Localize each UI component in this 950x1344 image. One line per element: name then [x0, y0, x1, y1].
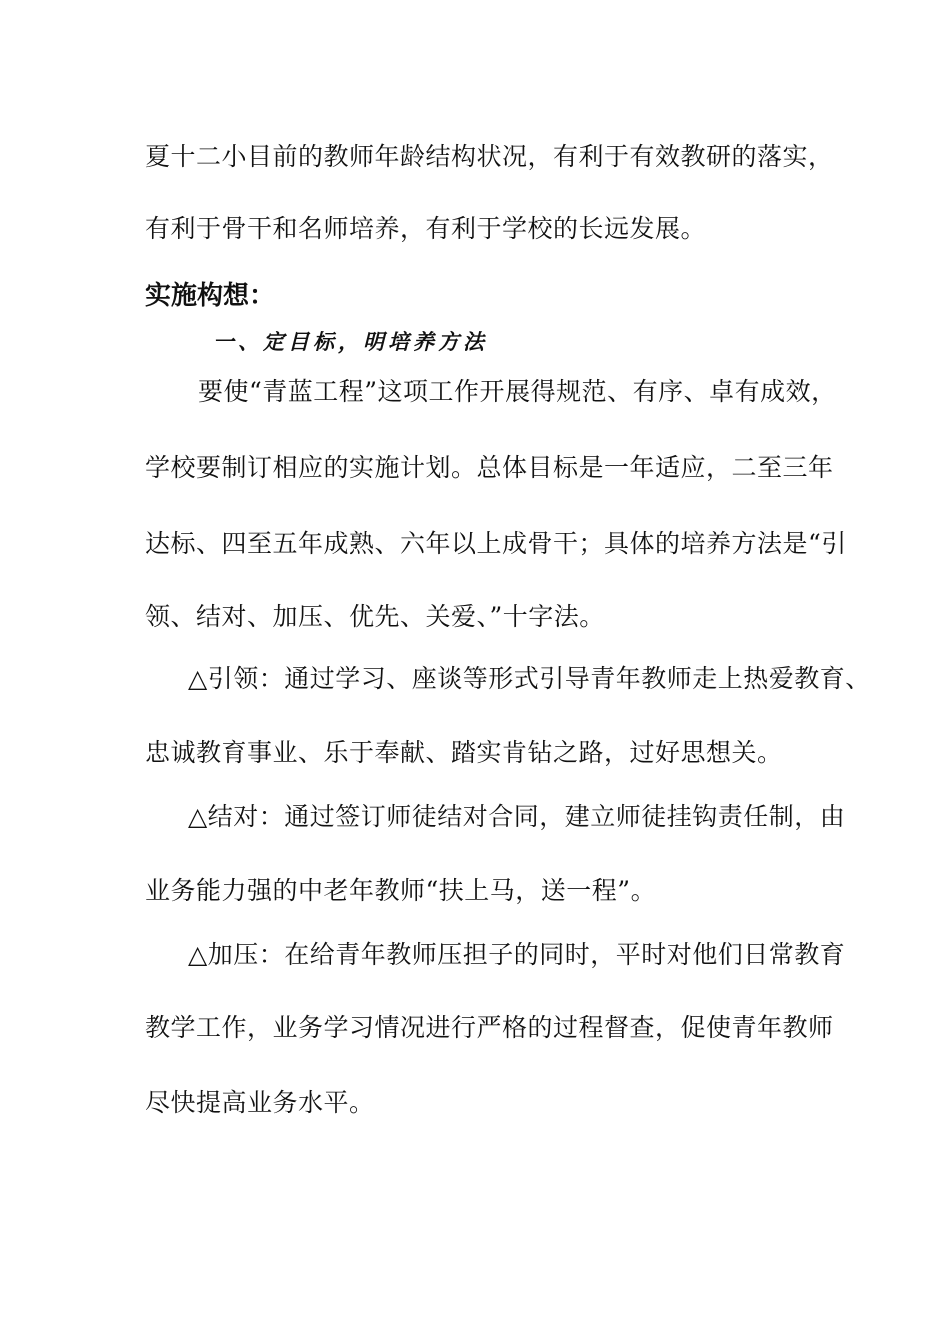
para1-line-4: 领、结对、加压、优先、关爱、”十字法。	[145, 602, 605, 631]
pressure-line-3: 尽快提高业务水平。	[145, 1088, 375, 1117]
pressure-line-1: △加压：在给青年教师压担子的同时，平时对他们日常教育	[188, 940, 846, 969]
intro-line-2: 有利于骨干和名师培养，有利于学校的长远发展。	[145, 214, 707, 243]
para1-line-3: 达标、四至五年成熟、六年以上成骨干；具体的培养方法是“引	[145, 529, 847, 558]
lead-line-2: 忠诚教育事业、乐于奉献、踏实肯钻之路，过好思想关。	[145, 738, 783, 767]
pressure-line-2: 教学工作，业务学习情况进行严格的过程督查，促使青年教师	[145, 1013, 834, 1042]
intro-line-1: 夏十二小目前的教师年龄结构状况，有利于有效教研的落实，	[145, 142, 834, 171]
pair-line-2: 业务能力强的中老年教师“扶上马，送一程”。	[145, 876, 657, 905]
para1-line-1: 要使“青蓝工程”这项工作开展得规范、有序、卓有成效，	[198, 377, 837, 406]
subheading: 一、定目标，明培养方法	[213, 330, 488, 354]
section-heading: 实施构想：	[145, 281, 276, 311]
para1-line-2: 学校要制订相应的实施计划。总体目标是一年适应，二至三年	[145, 453, 834, 482]
pair-line-1: △结对：通过签订师徒结对合同，建立师徒挂钩责任制，由	[188, 802, 846, 831]
lead-line-1: △引领：通过学习、座谈等形式引导青年教师走上热爱教育、	[188, 664, 871, 693]
